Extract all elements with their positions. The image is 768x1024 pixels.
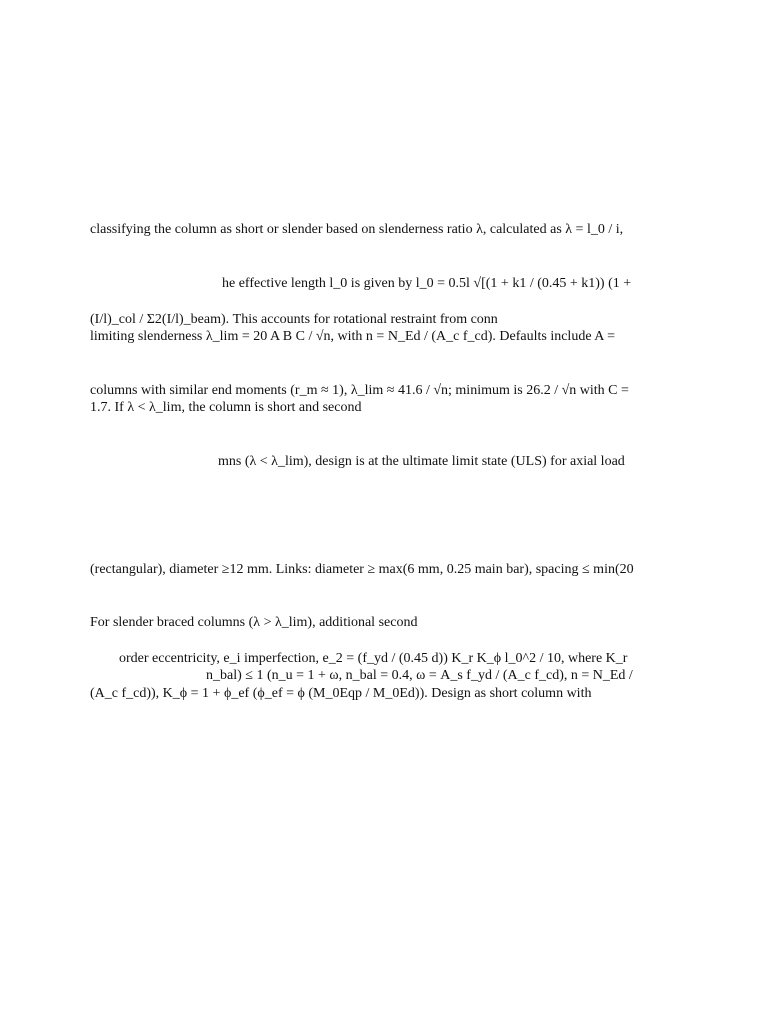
text-line-5: columns with similar end moments (r_m ≈ 1), λ_lim ≈ 41.6 / √n; minimum is 26.2 / √n with C = [90,383,629,398]
text-line-10: order eccentricity, e_i imperfection, e_2 = (f_yd / (0.45 d)) K_r K_ϕ l_0^2 / 10, where K_r [119,651,628,666]
text-line-6: 1.7. If λ < λ_lim, the column is short and second [90,400,362,415]
text-line-4: limiting slenderness λ_lim = 20 A B C / √n, with n = N_Ed / (A_c f_cd). Defaults include A = [90,329,615,344]
text-line-1: classifying the column as short or slender based on slenderness ratio λ, calculated as λ = l_0 / i, [90,222,624,237]
text-line-7: mns (λ < λ_lim), design is at the ultimate limit state (ULS) for axial load [218,454,625,469]
text-line-11: n_bal) ≤ 1 (n_u = 1 + ω, n_bal = 0.4, ω = A_s f_yd / (A_c f_cd), n = N_Ed / [206,668,633,683]
text-line-8: (rectangular), diameter ≥12 mm. Links: diameter ≥ max(6 mm, 0.25 main bar), spacing ≤ min(20 [90,562,634,577]
text-line-2: he effective length l_0 is given by l_0 = 0.5l √[(1 + k1 / (0.45 + k1)) (1 + [222,276,632,291]
text-line-3: (I/l)_col / Σ2(I/l)_beam). This accounts for rotational restraint from conn [90,312,498,327]
text-line-12: (A_c f_cd)), K_ϕ = 1 + ϕ_ef (ϕ_ef = ϕ (M_0Eqp / M_0Ed)). Design as short column with [90,686,592,701]
text-line-9: For slender braced columns (λ > λ_lim), additional second [90,615,418,630]
